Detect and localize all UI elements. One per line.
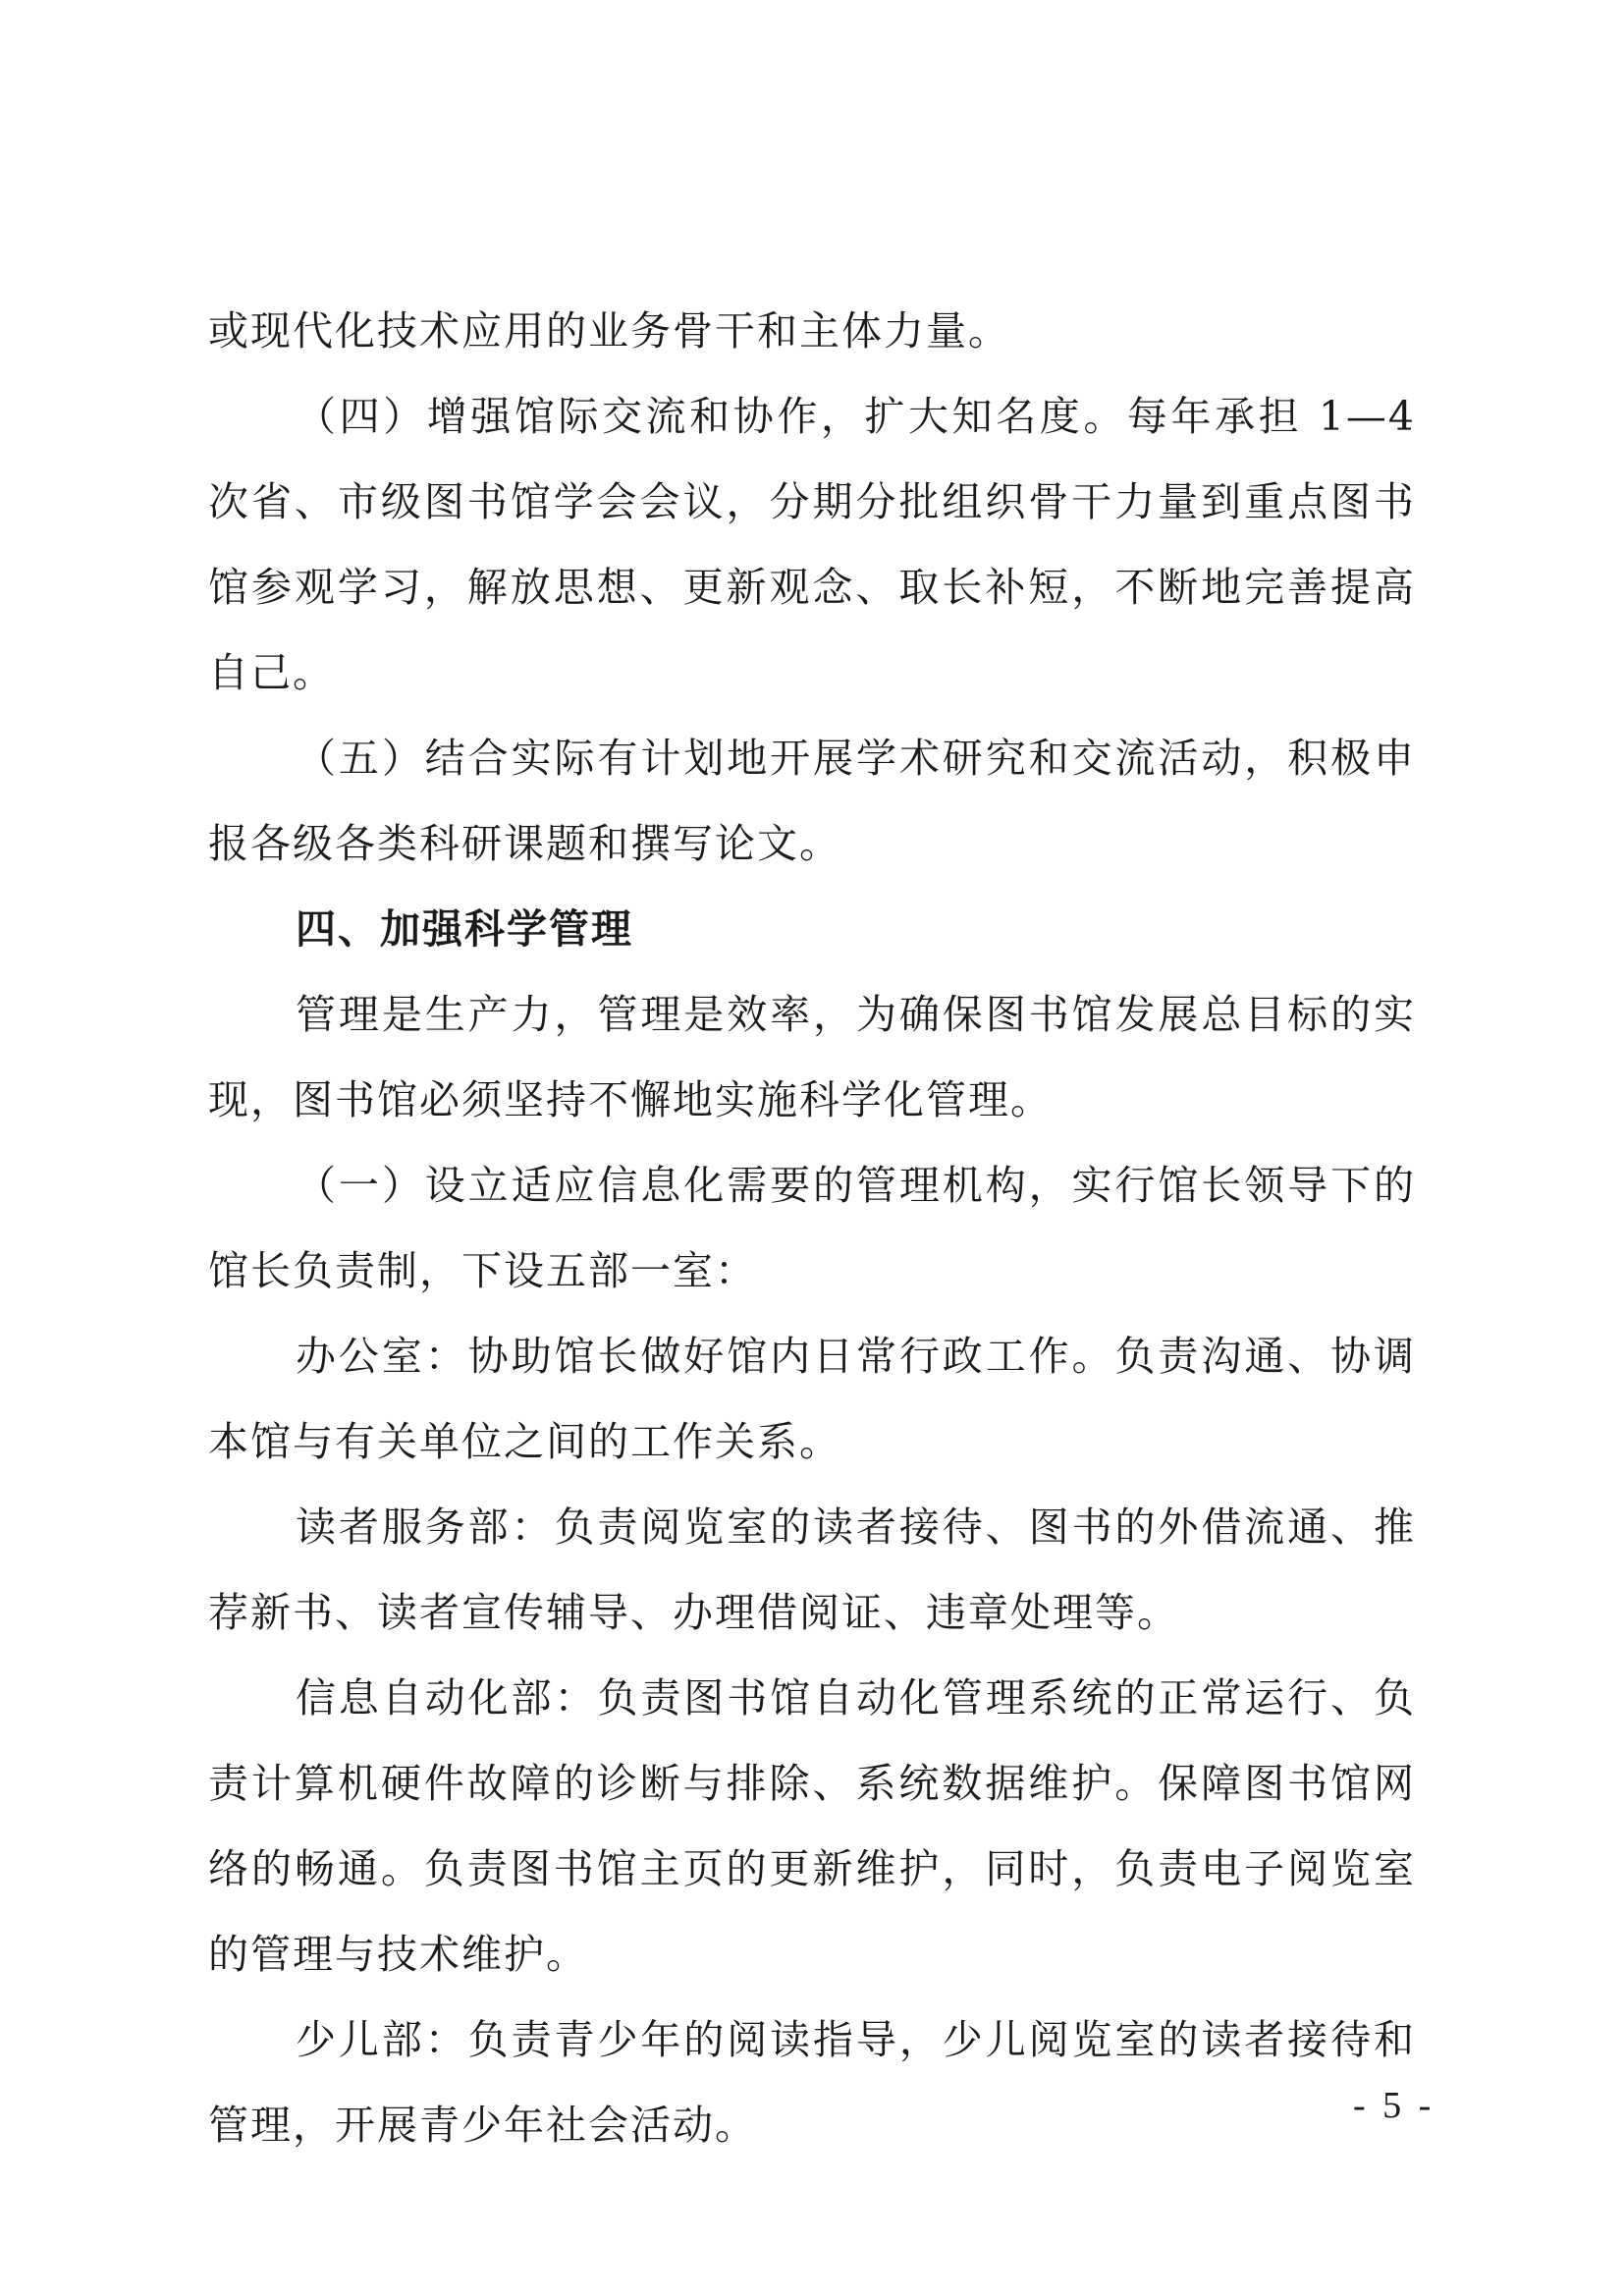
document-body <box>208 289 1432 2168</box>
paragraph-automation: 信息自动化部：负责图书馆自动化管理系统的正常运行、负责计算机硬件故障的诊断与排除、系统数据维护。保障图书馆网络的畅通。负责图书馆主页的更新维护，同时，负责电子阅览室的管理与技术维护。 <box>208 1674 1416 1978</box>
page-number: - 5 - <box>1353 2085 1435 2126</box>
paragraph-management-intro: 管理是生产力，管理是效率，为确保图书馆发展总目标的实现，图书馆必须坚持不懈地实施科学化管理。 <box>208 991 1416 1123</box>
paragraph-item-one: （一）设立适应信息化需要的管理机构，实行馆长领导下的馆长负责制，下设五部一室： <box>208 1162 1416 1294</box>
paragraph-children: 少儿部：负责青少年的阅读指导，少儿阅览室的读者接待和管理，开展青少年社会活动。 <box>208 2016 1416 2149</box>
paragraph-office: 办公室：协助馆长做好馆内日常行政工作。负责沟通、协调本馆与有关单位之间的工作关系。 <box>208 1333 1416 1465</box>
paragraph-reader-service: 读者服务部：负责阅览室的读者接待、图书的外借流通、推荐新书、读者宣传辅导、办理借阅证、违章处理等。 <box>208 1503 1416 1636</box>
section-heading: 四、加强科学管理 <box>296 905 633 953</box>
paragraph-item-four: （四）增强馆际交流和协作，扩大知名度。每年承担 1—4 次省、市级图书馆学会会议，分期分批组织骨干力量到重点图书馆参观学习，解放思想、更新观念、取长补短，不断地完善提高自己。 <box>208 393 1432 696</box>
paragraph-continuation: 或现代化技术应用的业务骨干和主体力量。 <box>208 307 1010 355</box>
paragraph-item-five: （五）结合实际有计划地开展学术研究和交流活动，积极申报各级各类科研课题和撰写论文。 <box>208 735 1416 867</box>
